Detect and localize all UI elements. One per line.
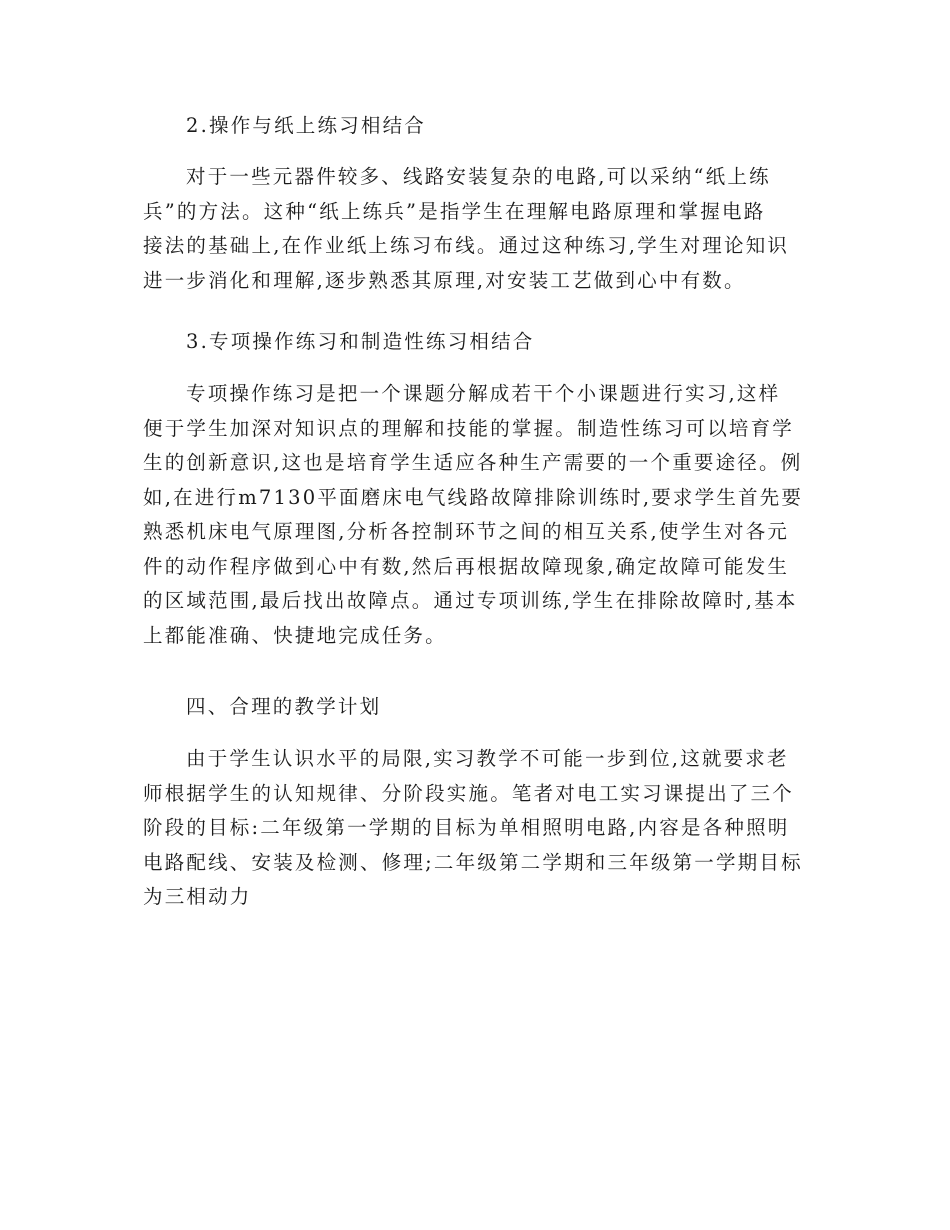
paragraph-line: 熟悉机床电气原理图,分析各控制环节之间的相互关系,使学生对各元 <box>143 520 790 543</box>
section-heading-3 <box>143 325 808 360</box>
paragraph-line: 进一步消化和理解,逐步熟悉其原理,对安装工艺做到心中有数。 <box>143 268 746 292</box>
paragraph-line: 对于一些元器件较多、线路安装复杂的电路,可以采纳“纸上练 <box>186 165 771 188</box>
paragraph-line: 兵”的方法。这种“纸上练兵”是指学生在理解电路原理和掌握电路 <box>143 199 766 223</box>
heading-line: 3.专项操作练习和制造性练习相结合 <box>186 330 535 353</box>
paragraph-line: 电路配线、安装及检测、修理;二年级第二学期和三年级第一学期目标 <box>143 850 803 874</box>
paragraph-line: 专项操作练习是把一个课题分解成若干个小课题进行实习,这样 <box>186 382 781 405</box>
paragraph-line: 件的动作程序做到心中有数,然后再根据故障现象,确定故障可能发生 <box>143 554 790 578</box>
paragraph-line: 师根据学生的认知规律、分阶段实施。笔者对电工实习课提出了三个 <box>143 781 795 805</box>
paragraph-line: 阶段的目标:二年级第一学期的目标为单相照明电路,内容是各种照明 <box>143 816 790 839</box>
paragraph-teaching-plan <box>143 742 808 915</box>
paragraph-line: 上都能准确、快捷地完成任务。 <box>143 623 447 647</box>
heading-line: 2.操作与纸上练习相结合 <box>186 114 427 137</box>
paragraph-line: 如,在进行m7130平面磨床电气线路故障排除训练时,要求学生首先要 <box>143 485 804 509</box>
paragraph-special-practice <box>143 377 808 653</box>
section-heading-2 <box>143 109 808 144</box>
paragraph-line: 由于学生认识水平的局限,实习教学不可能一步到位,这就要求老 <box>186 747 789 770</box>
heading-line: 四、合理的教学计划 <box>186 695 382 718</box>
paragraph-line: 生的创新意识,这也是培育学生适应各种生产需要的一个重要途径。例 <box>143 451 803 474</box>
paragraph-line: 为三相动力 <box>143 885 252 908</box>
paragraph-line: 的区域范围,最后找出故障点。通过专项训练,学生在排除故障时,基本 <box>143 589 798 612</box>
paragraph-line: 便于学生加深对知识点的理解和技能的掌握。制造性练习可以培育学 <box>143 416 795 440</box>
paragraph-paper-practice <box>143 160 808 298</box>
section-heading-4 <box>143 690 808 725</box>
paragraph-line: 接法的基础上,在作业纸上练习布线。通过这种练习,学生对理论知识 <box>143 234 790 257</box>
